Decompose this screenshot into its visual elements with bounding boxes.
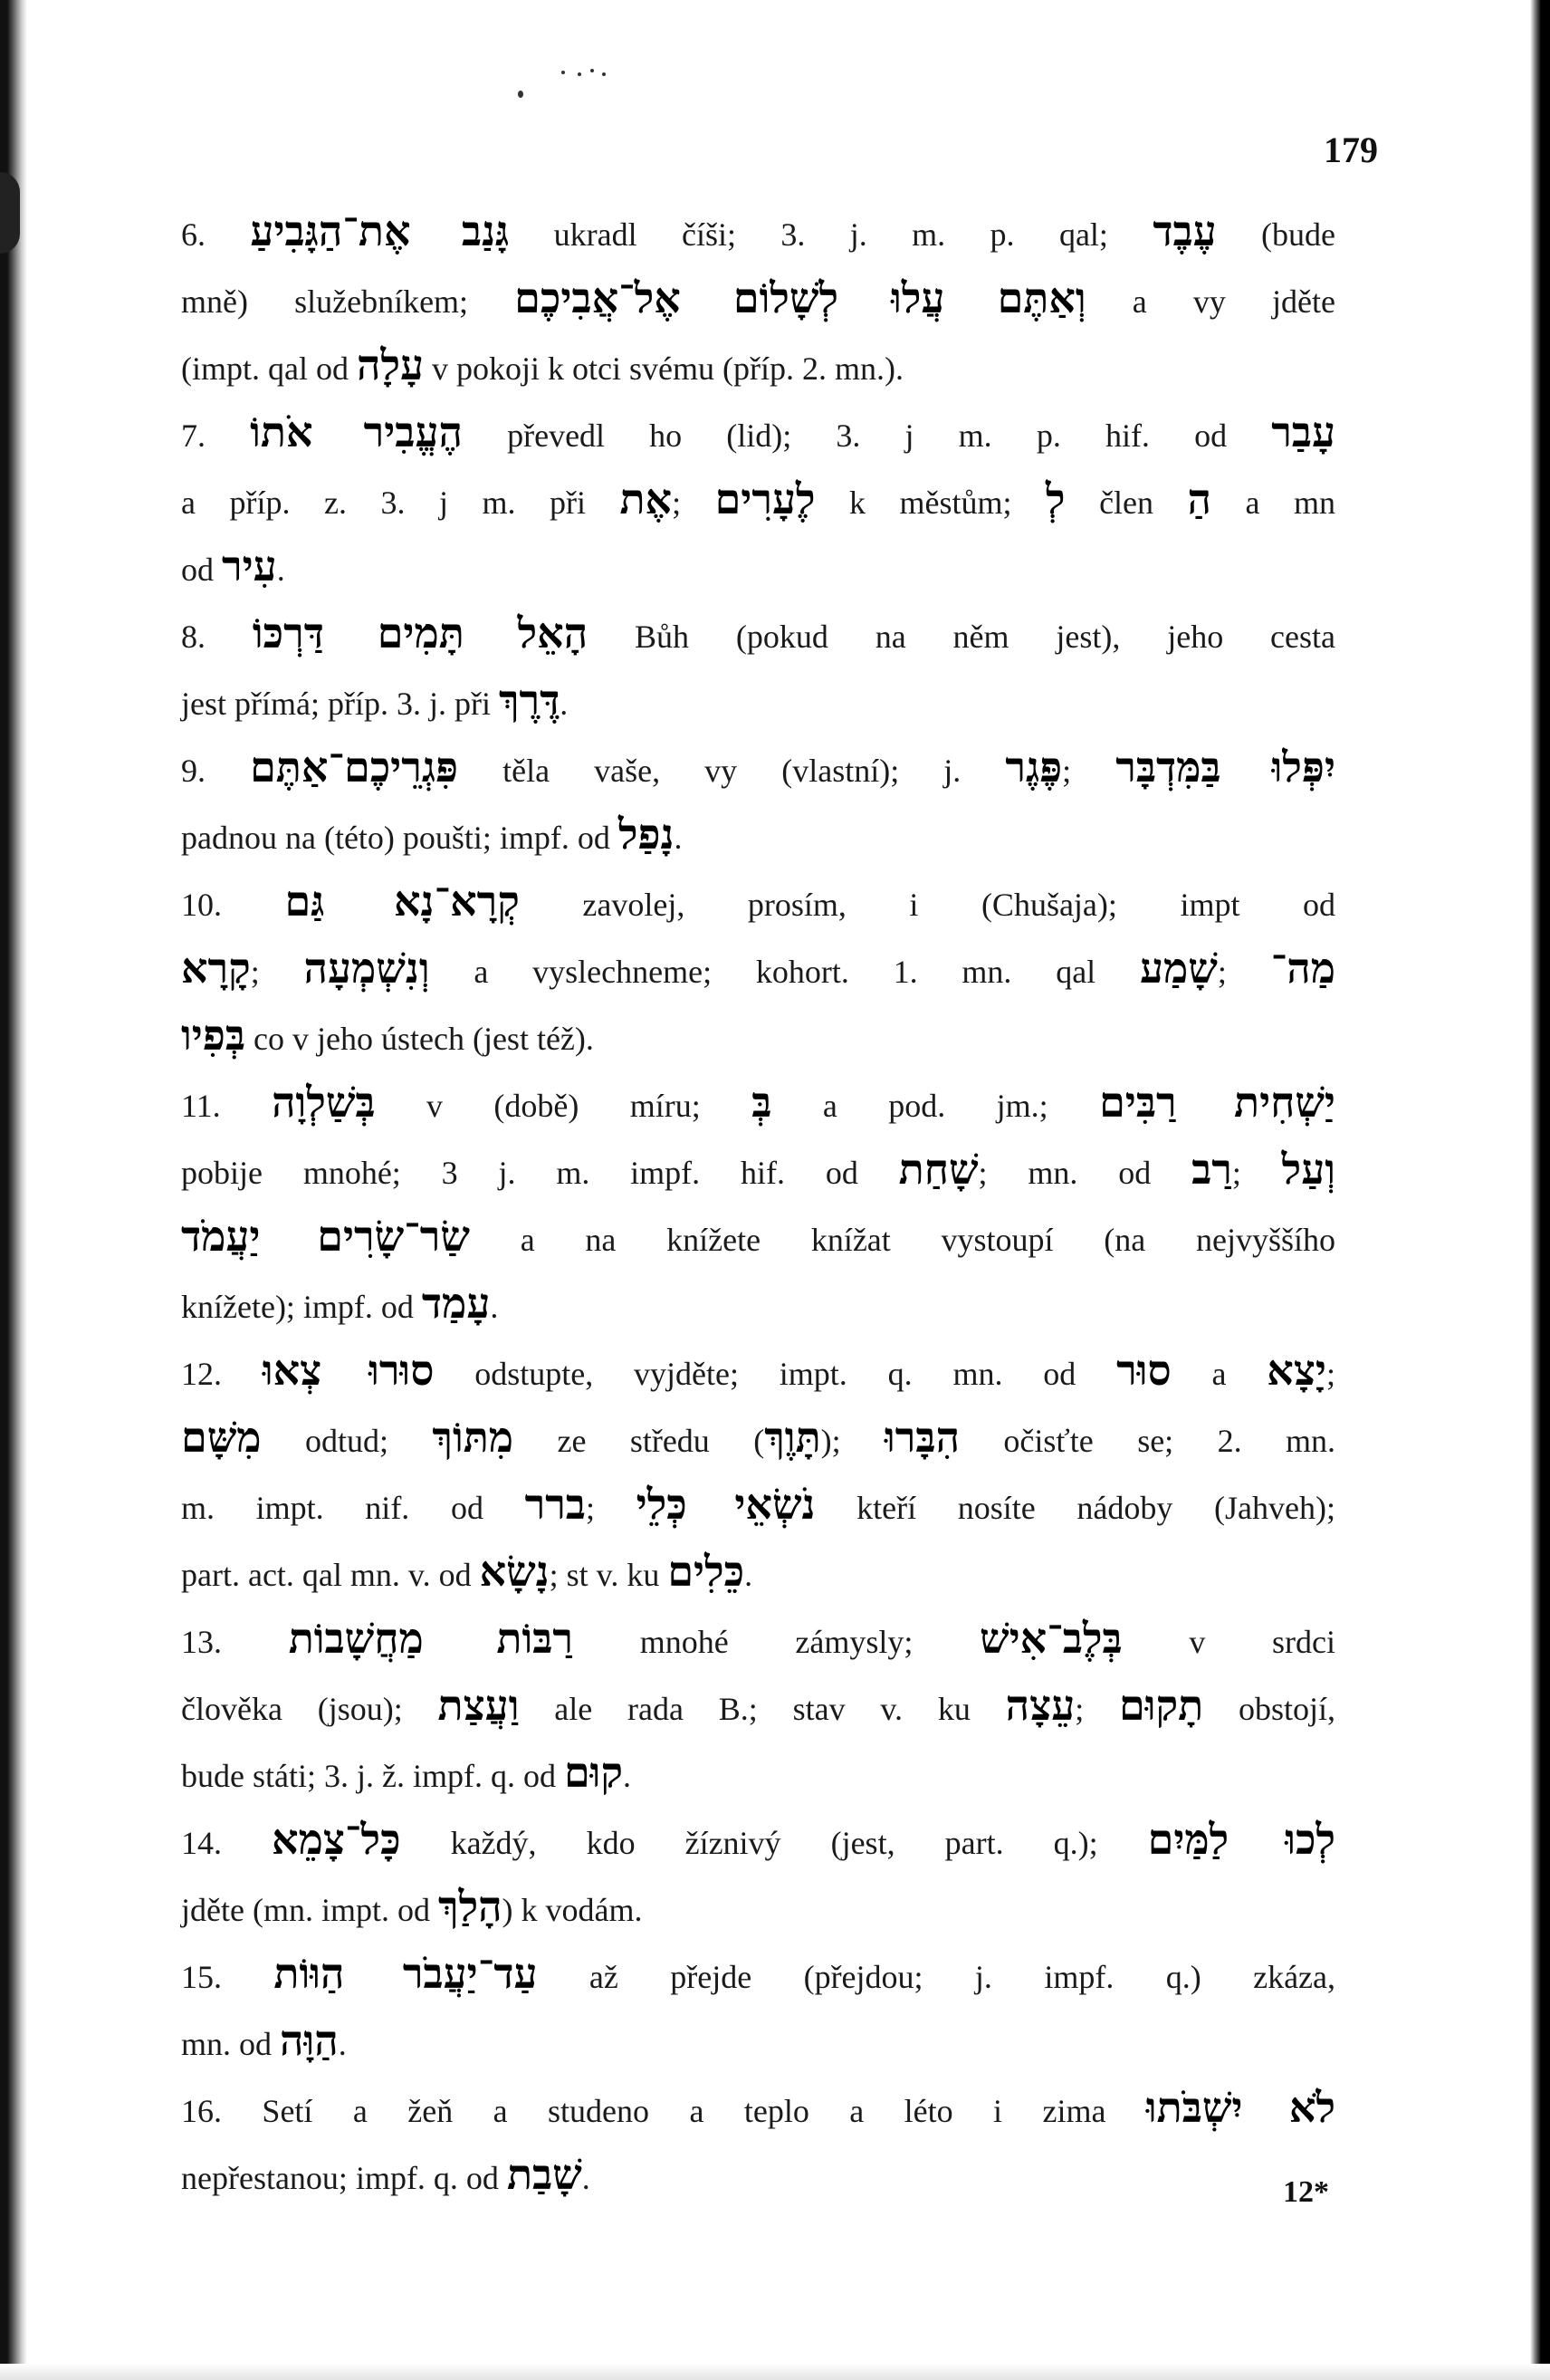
czech-text: obstojí,: [1203, 1691, 1335, 1727]
hebrew-term: סוּר: [1116, 1346, 1172, 1395]
print-speck: [561, 71, 565, 74]
text-line: [181, 670, 1335, 737]
text-line: [181, 1273, 1335, 1340]
entry-16: [181, 2078, 1335, 2212]
czech-text: .: [276, 552, 285, 588]
hebrew-term: וְעַל: [1281, 1145, 1335, 1194]
hebrew-term: הַוָּה: [280, 2016, 339, 2065]
hebrew-term: קָרָא: [181, 944, 251, 993]
czech-text: );: [820, 1423, 885, 1459]
hebrew-term: ברר: [524, 1480, 586, 1529]
czech-text: odtud;: [261, 1423, 433, 1459]
text-line: [181, 938, 1335, 1005]
text-line: [181, 1407, 1335, 1474]
hebrew-term: נֹשְׂאֵי כְּלֵי: [636, 1480, 816, 1529]
hebrew-term: עֵצָה: [1005, 1681, 1076, 1730]
hebrew-term: כֵּלִים: [667, 1547, 745, 1596]
hebrew-term: דֶּרֶךְ: [498, 676, 560, 725]
hebrew-term: עַד־יַעֲבֹר הַוּוֹת: [273, 1949, 538, 1998]
czech-text: 12.: [181, 1356, 263, 1392]
czech-text: .: [674, 820, 683, 856]
czech-text: odstupte, vyjděte; impt. q. mn. od: [434, 1356, 1117, 1392]
czech-text: k městům;: [815, 485, 1047, 521]
czech-text: a vyslechneme; kohort. 1. mn. qal: [429, 954, 1140, 990]
text-line: [181, 1139, 1335, 1206]
czech-text: 10.: [181, 887, 285, 923]
text-line: [181, 1340, 1335, 1407]
czech-text: .: [560, 686, 569, 722]
czech-text: až přejde (přejdou; j. impf. q.) zkáza,: [537, 1959, 1336, 1995]
czech-text: pobije mnohé; 3 j. m. impf. hif. od: [181, 1155, 899, 1191]
hebrew-term: לְכוּ לַמַּיִם: [1147, 1815, 1335, 1864]
text-line: [181, 469, 1335, 536]
text-line: [181, 1072, 1335, 1139]
page-left-notch: [0, 172, 20, 254]
text-line: [181, 1675, 1335, 1742]
text-line: [181, 603, 1335, 670]
czech-text: očisťte se; 2. mn.: [960, 1423, 1335, 1459]
czech-text: nepřestanou; impf. q. od: [181, 2160, 507, 2196]
hebrew-term: שַׂר־שָׂרִים יַעֲמֹד: [181, 1212, 470, 1261]
czech-text: člověka (jsou);: [181, 1691, 438, 1727]
hebrew-term: פֶּגֶר: [1005, 743, 1063, 792]
hebrew-term: נָפַל: [617, 810, 675, 859]
text-line: [181, 201, 1335, 268]
czech-text: 14.: [181, 1825, 273, 1861]
hebrew-term: הָלַךְ: [437, 1882, 502, 1931]
czech-text: .: [338, 2026, 347, 2062]
page-signature: 12*: [1283, 2175, 1329, 2209]
hebrew-term: לְ: [1046, 475, 1066, 523]
czech-text: 8.: [181, 619, 253, 655]
hebrew-term: לֶעָרִים: [714, 475, 816, 523]
czech-text: .: [490, 1289, 499, 1325]
czech-text: ;: [1075, 1691, 1120, 1727]
czech-text: a pod. jm.;: [771, 1088, 1100, 1124]
text-line: [181, 268, 1335, 335]
page-number: 179: [1324, 130, 1378, 170]
czech-text: ;: [250, 954, 304, 990]
czech-text: knížete); impf. od: [181, 1289, 422, 1325]
print-speck: [590, 69, 594, 72]
entry-8: [181, 603, 1335, 737]
entry-12: [181, 1340, 1335, 1608]
czech-text: ;: [1217, 954, 1271, 990]
text-line: [181, 1541, 1335, 1608]
czech-text: Bůh (pokud na něm jest), jeho cesta: [588, 619, 1335, 655]
text-line: [181, 2011, 1335, 2078]
hebrew-term: תָקוּם: [1119, 1681, 1204, 1730]
czech-text: převedl ho (lid); 3. j m. p. hif. od: [462, 417, 1272, 454]
czech-text: ;: [585, 1490, 636, 1526]
text-line: [181, 536, 1335, 603]
czech-text: od: [181, 552, 222, 588]
hebrew-term: יָצָא: [1267, 1346, 1326, 1395]
entry-14: [181, 1809, 1335, 1943]
entry-10: [181, 871, 1335, 1072]
hebrew-term: קְרָא־נָא גַּם: [284, 877, 520, 926]
hebrew-term: מִשָּׁם: [181, 1413, 262, 1462]
czech-text: bude státi; 3. j. ž. impf. q. od: [181, 1758, 564, 1794]
czech-text: kteří nosíte nádoby (Jahveh);: [815, 1490, 1335, 1526]
hebrew-term: יַשְׁחִית רַבִּים: [1099, 1078, 1335, 1127]
hebrew-term: פִּגְרֵיכֶם־אַתֶּם: [250, 743, 459, 792]
czech-text: ; st v. ku: [549, 1557, 668, 1593]
text-line: [181, 335, 1335, 402]
czech-text: co v jeho ústech (jest též).: [245, 1021, 594, 1057]
text-line: [181, 1943, 1335, 2011]
text-line: [181, 1742, 1335, 1809]
czech-text: a: [1171, 1356, 1268, 1392]
hebrew-term: בְּ: [751, 1078, 772, 1127]
hebrew-term: הָאֵל תָּמִים דַּרְכּוֹ: [252, 609, 588, 657]
czech-text: ale rada B.; stav v. ku: [519, 1691, 1006, 1727]
page-body: [181, 201, 1335, 2212]
czech-text: ; mn. od: [978, 1155, 1192, 1191]
hebrew-term: בְּלֶב־אִישׁ: [980, 1614, 1123, 1663]
czech-text: m. impt. nif. od: [181, 1490, 525, 1526]
hebrew-term: הַ: [1187, 475, 1211, 523]
czech-text: 13.: [181, 1624, 289, 1660]
czech-text: mn. od: [181, 2026, 281, 2062]
hebrew-term: יִפְּלוּ בַּמִּדְבָּר: [1115, 743, 1336, 792]
text-line: [181, 2145, 1335, 2212]
czech-text: padnou na (této) poušti; impf. od: [181, 820, 618, 856]
hebrew-term: גָּנַב אֶת־הַגָּבִיעַ: [250, 206, 510, 255]
czech-text: každý, kdo žíznivý (jest, part. q.);: [400, 1825, 1148, 1861]
entry-13: [181, 1608, 1335, 1809]
hebrew-term: שָׁבַת: [506, 2150, 582, 2199]
czech-text: .: [581, 2160, 590, 2196]
hebrew-term: תָּוֶךְ: [764, 1413, 821, 1462]
page-bottom-edge: [0, 2364, 1550, 2380]
hebrew-term: קוּם: [563, 1748, 624, 1797]
czech-text: člen: [1065, 485, 1188, 521]
hebrew-term: וְנִשְׁמְעָה: [303, 944, 430, 993]
czech-text: .: [744, 1557, 753, 1593]
czech-text: jděte (mn. impt. od: [181, 1892, 438, 1928]
czech-text: a mn: [1211, 485, 1335, 521]
czech-text: 7.: [181, 417, 251, 454]
czech-text: ;: [1325, 1356, 1335, 1392]
hebrew-term: וַעֲצַת: [437, 1681, 520, 1730]
czech-text: zavolej, prosím, i (Chušaja); impt od: [519, 887, 1335, 923]
czech-text: v (době) míru;: [375, 1088, 752, 1124]
czech-text: 9.: [181, 753, 251, 789]
text-line: [181, 1608, 1335, 1675]
entry-15: [181, 1943, 1335, 2078]
czech-text: 15.: [181, 1959, 274, 1995]
hebrew-term: אֶת: [619, 475, 673, 523]
hebrew-term: הֶעֱבִיר אֹתוֹ: [250, 408, 463, 456]
text-line: [181, 871, 1335, 938]
hebrew-term: רַבּוֹת מַחֲשָׁבוֹת: [288, 1614, 574, 1663]
czech-text: a na knížete knížat vystoupí (na nejvyššího: [469, 1222, 1335, 1258]
hebrew-term: מַה־: [1270, 944, 1335, 993]
czech-text: .: [623, 1758, 632, 1794]
czech-text: ukradl číši; 3. j. m. p. qal;: [509, 216, 1153, 253]
hebrew-term: נָשָׂא: [479, 1547, 550, 1596]
text-line: [181, 737, 1335, 804]
czech-text: jest přímá; příp. 3. j. při: [181, 686, 499, 722]
text-line: [181, 402, 1335, 469]
hebrew-term: שָׁמַע: [1139, 944, 1218, 993]
page-right-edge: [1530, 0, 1550, 2380]
czech-text: v srdci: [1122, 1624, 1336, 1660]
hebrew-term: עָלָה: [356, 341, 424, 389]
czech-text: 6.: [181, 216, 251, 253]
entry-7: [181, 402, 1335, 603]
hebrew-term: מִתּוֹךְ: [432, 1413, 514, 1462]
text-line: [181, 1005, 1335, 1072]
entry-11: [181, 1072, 1335, 1340]
print-speck: [518, 91, 523, 98]
czech-text: ;: [672, 485, 715, 521]
hebrew-term: הִבָּרוּ: [885, 1413, 961, 1462]
czech-text: mně) služebníkem;: [181, 283, 515, 320]
text-line: [181, 804, 1335, 871]
entry-9: [181, 737, 1335, 871]
entry-6: [181, 201, 1335, 402]
czech-text: ze středu (: [513, 1423, 765, 1459]
hebrew-term: לֹא יִשְׁבֹּתוּ: [1145, 2083, 1335, 2132]
hebrew-term: בְּפִיו: [181, 1011, 246, 1060]
czech-text: ;: [1231, 1155, 1282, 1191]
czech-text: těla vaše, vy (vlastní); j.: [458, 753, 1006, 789]
text-line: [181, 1206, 1335, 1273]
hebrew-term: כָּל־צָמֵא: [272, 1815, 401, 1864]
czech-text: a příp. z. 3. j m. při: [181, 485, 620, 521]
czech-text: mnohé zámysly;: [573, 1624, 981, 1660]
czech-text: ) k vodám.: [502, 1892, 643, 1928]
czech-text: part. act. qal mn. v. od: [181, 1557, 480, 1593]
print-speck: [602, 72, 606, 76]
hebrew-term: שָׁחַת: [898, 1145, 979, 1194]
hebrew-term: עָמַד: [421, 1279, 491, 1328]
czech-text: 11.: [181, 1088, 273, 1124]
page-left-edge: [0, 0, 27, 2380]
text-line: [181, 1876, 1335, 1943]
czech-text: v pokoji k otci svému (příp. 2. mn.).: [424, 350, 904, 387]
czech-text: ;: [1062, 753, 1116, 789]
czech-text: 16. Setí a žeň a studeno a teplo a léto i zima: [181, 2093, 1146, 2129]
hebrew-term: סוּרוּ צְאוּ: [262, 1346, 435, 1395]
hebrew-term: בְּשַׁלְוָה: [272, 1078, 376, 1127]
text-line: [181, 2078, 1335, 2145]
text-line: [181, 1809, 1335, 1876]
hebrew-term: וְאַתֶּם עֲלוּ לְשָׁלוֹם אֶל־אֲבִיכֶם: [514, 274, 1086, 322]
czech-text: (bude: [1216, 216, 1336, 253]
hebrew-term: עָבַר: [1271, 408, 1335, 456]
text-line: [181, 1474, 1335, 1541]
print-speck: [578, 72, 581, 76]
hebrew-term: עֶבֶד: [1153, 206, 1217, 255]
hebrew-term: עִיר: [222, 542, 277, 590]
hebrew-term: רַב: [1191, 1145, 1232, 1194]
czech-text: a vy jděte: [1086, 283, 1335, 320]
czech-text: (impt. qal od: [181, 350, 357, 387]
